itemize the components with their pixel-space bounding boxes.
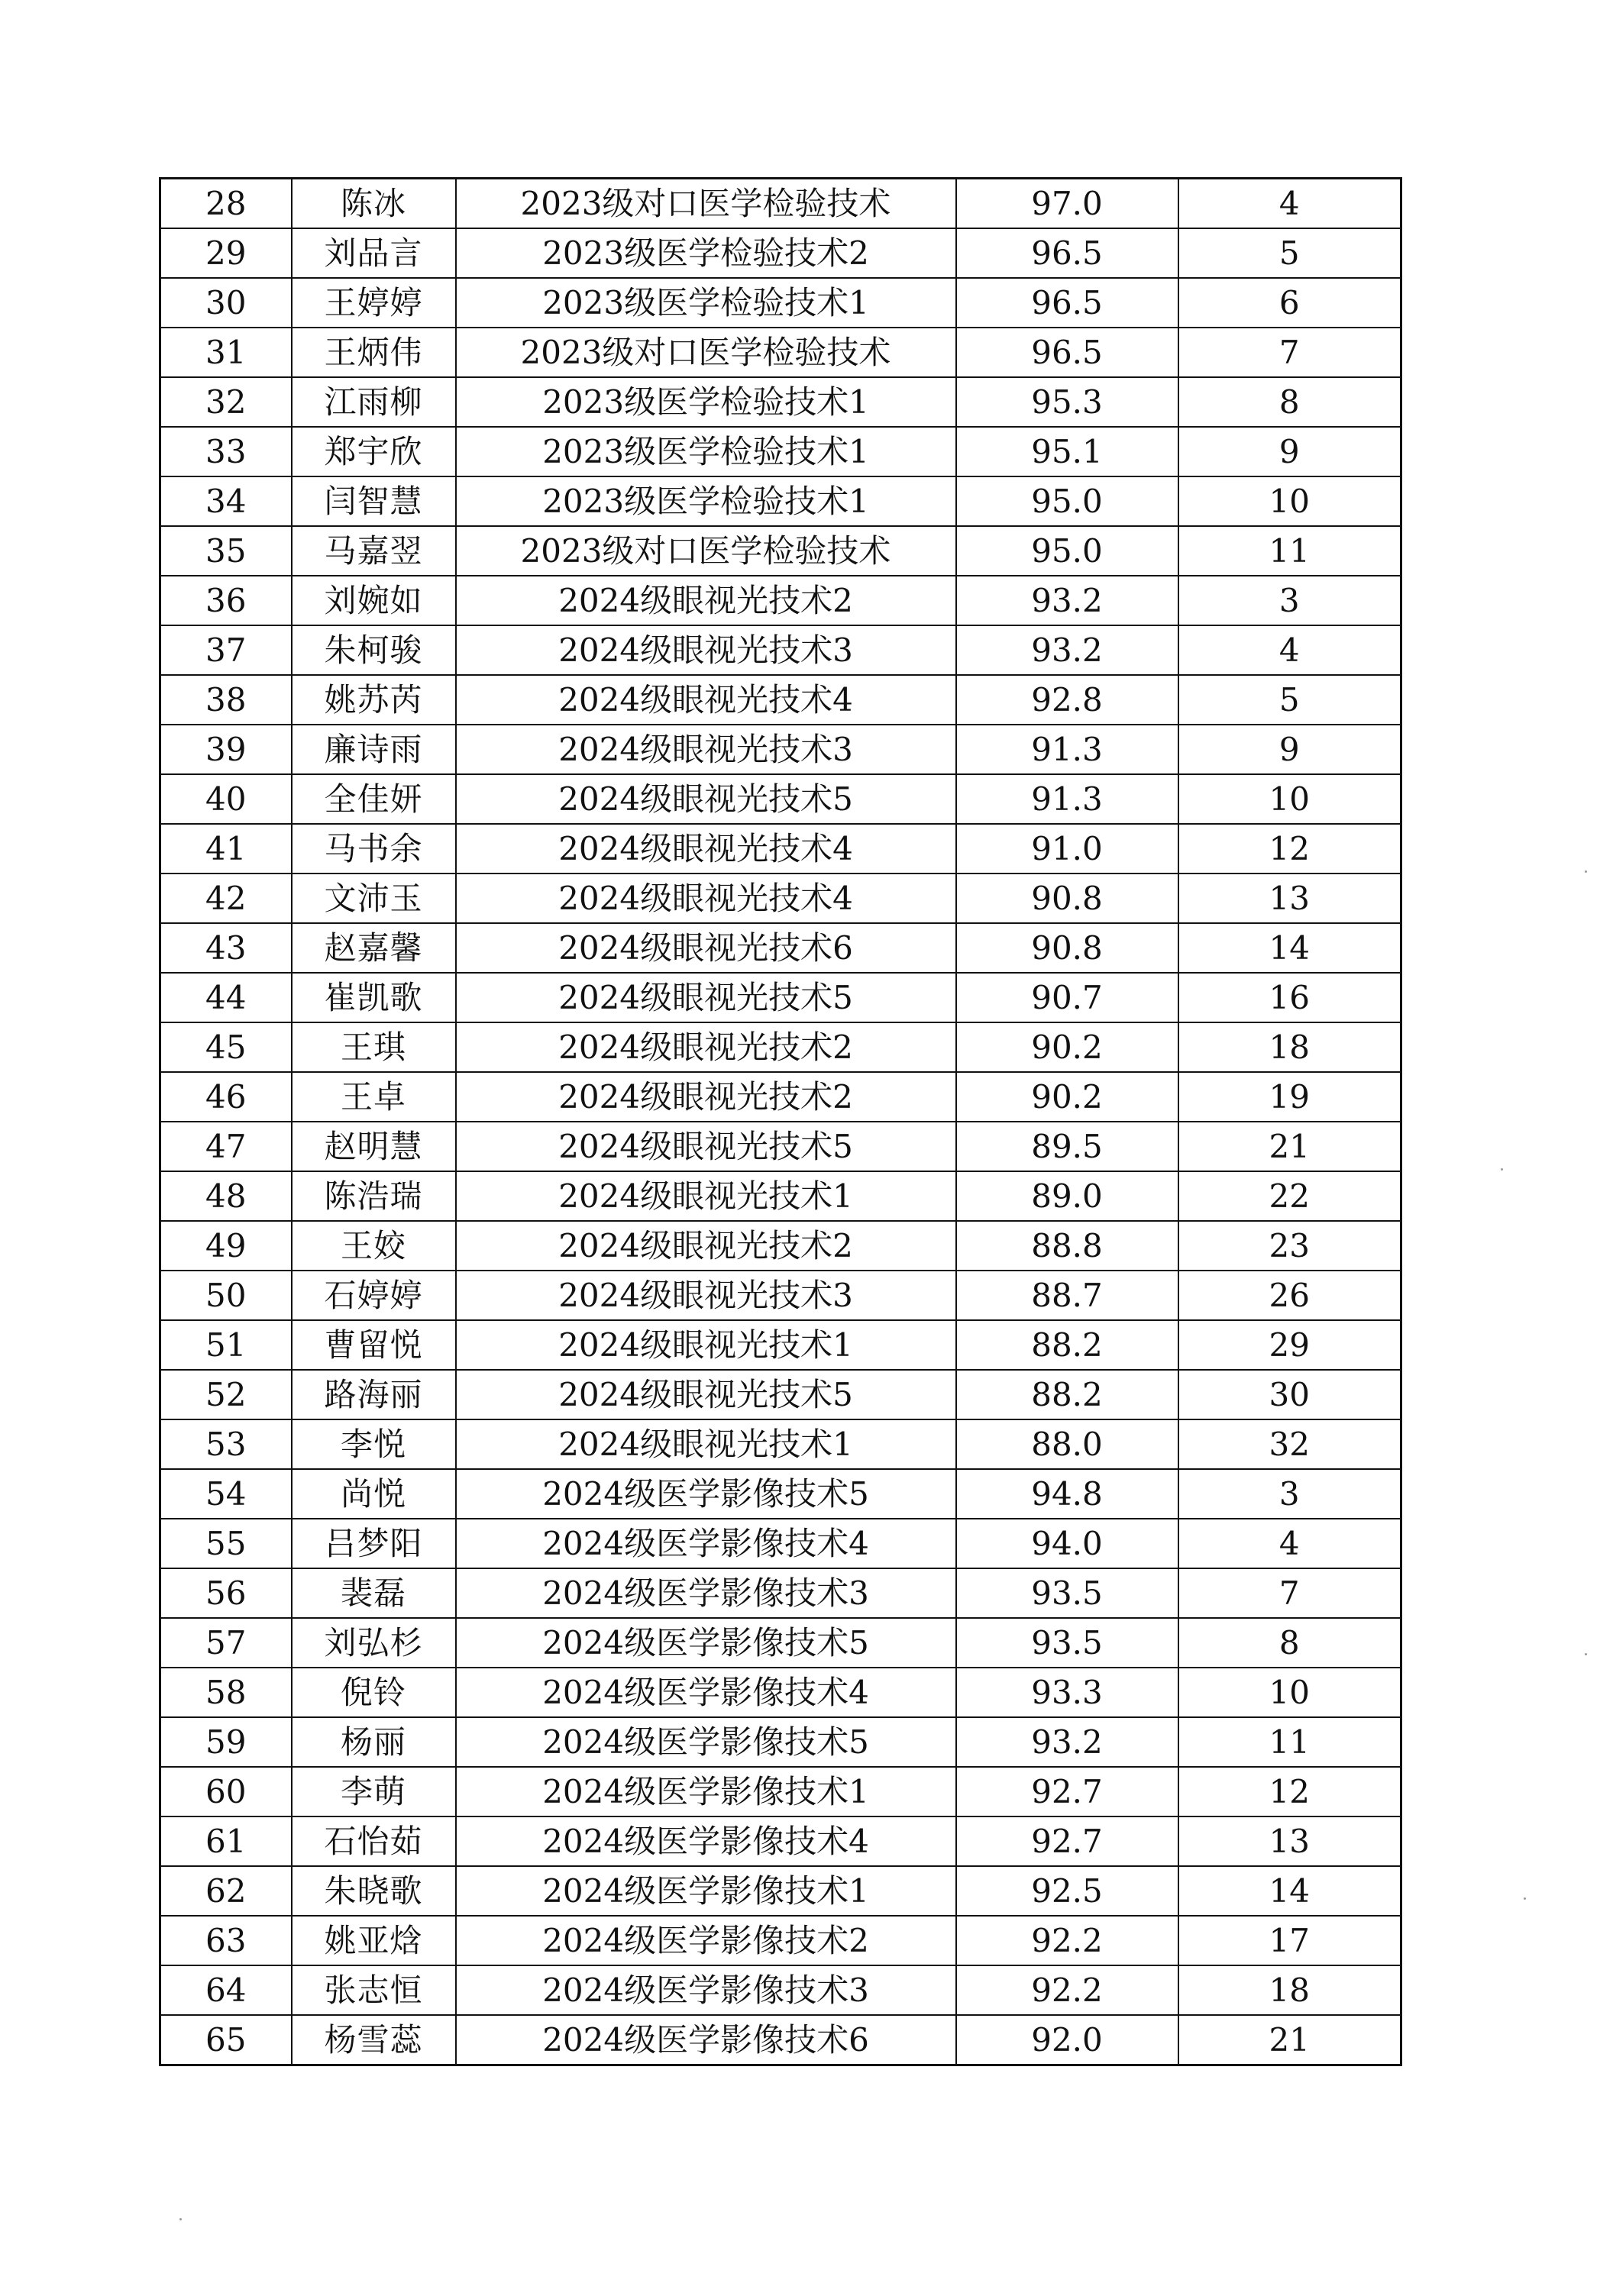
cell-score: 90.2 xyxy=(956,1022,1178,1072)
cell-class-rank: 21 xyxy=(1178,2015,1401,2065)
table-row xyxy=(160,1965,1401,2015)
cell-student-name: 杨雪蕊 xyxy=(292,2015,456,2065)
scan-speck xyxy=(1585,1653,1587,1655)
cell-student-name: 曹留悦 xyxy=(292,1320,456,1370)
table-row xyxy=(160,526,1401,576)
cell-class-rank: 19 xyxy=(1178,1072,1401,1122)
cell-student-name: 刘婉如 xyxy=(292,576,456,625)
cell-serial-number: 43 xyxy=(160,923,292,973)
cell-serial-number: 48 xyxy=(160,1171,292,1221)
cell-serial-number: 36 xyxy=(160,576,292,625)
cell-serial-number: 39 xyxy=(160,725,292,774)
cell-class-rank: 10 xyxy=(1178,1668,1401,1717)
cell-student-name: 朱晓歌 xyxy=(292,1866,456,1916)
table-row xyxy=(160,476,1401,526)
cell-class-rank: 17 xyxy=(1178,1916,1401,1965)
scan-speck xyxy=(1524,1897,1526,1900)
cell-serial-number: 46 xyxy=(160,1072,292,1122)
table-row xyxy=(160,576,1401,625)
cell-class-name: 2024级医学影像技术5 xyxy=(456,1717,956,1767)
cell-serial-number: 35 xyxy=(160,526,292,576)
cell-serial-number: 28 xyxy=(160,179,292,229)
cell-class-rank: 13 xyxy=(1178,1816,1401,1866)
cell-student-name: 李萌 xyxy=(292,1767,456,1816)
table-row xyxy=(160,1866,1401,1916)
cell-score: 92.5 xyxy=(956,1866,1178,1916)
cell-score: 96.5 xyxy=(956,228,1178,278)
cell-student-name: 全佳妍 xyxy=(292,774,456,824)
table-row xyxy=(160,1022,1401,1072)
table-row xyxy=(160,774,1401,824)
table-row xyxy=(160,1419,1401,1469)
cell-class-name: 2024级医学影像技术5 xyxy=(456,1469,956,1519)
cell-student-name: 张志恒 xyxy=(292,1965,456,2015)
cell-class-rank: 12 xyxy=(1178,824,1401,874)
table-row xyxy=(160,1221,1401,1271)
cell-class-rank: 16 xyxy=(1178,973,1401,1022)
cell-student-name: 崔凯歌 xyxy=(292,973,456,1022)
cell-score: 88.0 xyxy=(956,1419,1178,1469)
cell-serial-number: 54 xyxy=(160,1469,292,1519)
cell-class-name: 2024级眼视光技术1 xyxy=(456,1419,956,1469)
cell-student-name: 杨丽 xyxy=(292,1717,456,1767)
table-row xyxy=(160,973,1401,1022)
table-row xyxy=(160,1469,1401,1519)
cell-class-name: 2023级医学检验技术1 xyxy=(456,427,956,476)
cell-serial-number: 32 xyxy=(160,377,292,427)
table-row xyxy=(160,1519,1401,1568)
cell-class-rank: 8 xyxy=(1178,1618,1401,1668)
cell-score: 88.2 xyxy=(956,1370,1178,1419)
cell-class-name: 2024级医学影像技术4 xyxy=(456,1816,956,1866)
cell-serial-number: 60 xyxy=(160,1767,292,1816)
cell-score: 93.3 xyxy=(956,1668,1178,1717)
cell-class-name: 2023级医学检验技术2 xyxy=(456,228,956,278)
cell-class-rank: 18 xyxy=(1178,1965,1401,2015)
cell-student-name: 裴磊 xyxy=(292,1568,456,1618)
cell-serial-number: 30 xyxy=(160,278,292,328)
cell-class-name: 2023级对口医学检验技术 xyxy=(456,328,956,377)
cell-student-name: 文沛玉 xyxy=(292,874,456,923)
cell-class-name: 2024级眼视光技术3 xyxy=(456,725,956,774)
cell-score: 89.0 xyxy=(956,1171,1178,1221)
cell-class-rank: 7 xyxy=(1178,328,1401,377)
cell-serial-number: 56 xyxy=(160,1568,292,1618)
cell-score: 95.0 xyxy=(956,526,1178,576)
table-row xyxy=(160,1122,1401,1171)
cell-serial-number: 42 xyxy=(160,874,292,923)
cell-score: 89.5 xyxy=(956,1122,1178,1171)
cell-class-name: 2024级医学影像技术1 xyxy=(456,1866,956,1916)
cell-class-name: 2023级医学检验技术1 xyxy=(456,278,956,328)
table-body xyxy=(160,179,1401,2065)
cell-score: 91.3 xyxy=(956,725,1178,774)
cell-student-name: 马书余 xyxy=(292,824,456,874)
cell-serial-number: 45 xyxy=(160,1022,292,1072)
cell-serial-number: 55 xyxy=(160,1519,292,1568)
table-row xyxy=(160,328,1401,377)
cell-student-name: 李悦 xyxy=(292,1419,456,1469)
cell-serial-number: 49 xyxy=(160,1221,292,1271)
cell-class-name: 2024级眼视光技术4 xyxy=(456,824,956,874)
cell-student-name: 江雨柳 xyxy=(292,377,456,427)
cell-score: 96.5 xyxy=(956,278,1178,328)
cell-class-rank: 14 xyxy=(1178,1866,1401,1916)
cell-student-name: 郑宇欣 xyxy=(292,427,456,476)
cell-serial-number: 51 xyxy=(160,1320,292,1370)
table-row xyxy=(160,1171,1401,1221)
cell-serial-number: 64 xyxy=(160,1965,292,2015)
cell-class-rank: 21 xyxy=(1178,1122,1401,1171)
cell-serial-number: 53 xyxy=(160,1419,292,1469)
cell-class-rank: 5 xyxy=(1178,228,1401,278)
cell-student-name: 刘品言 xyxy=(292,228,456,278)
cell-score: 95.1 xyxy=(956,427,1178,476)
cell-score: 90.8 xyxy=(956,923,1178,973)
cell-class-rank: 11 xyxy=(1178,526,1401,576)
cell-class-name: 2024级医学影像技术5 xyxy=(456,1618,956,1668)
cell-serial-number: 31 xyxy=(160,328,292,377)
cell-class-name: 2023级医学检验技术1 xyxy=(456,476,956,526)
cell-serial-number: 41 xyxy=(160,824,292,874)
cell-score: 92.2 xyxy=(956,1916,1178,1965)
cell-class-name: 2023级医学检验技术1 xyxy=(456,377,956,427)
cell-class-name: 2024级眼视光技术5 xyxy=(456,1122,956,1171)
scan-speck xyxy=(179,2218,182,2220)
cell-student-name: 尚悦 xyxy=(292,1469,456,1519)
table-row xyxy=(160,2015,1401,2065)
cell-score: 88.2 xyxy=(956,1320,1178,1370)
cell-student-name: 倪铃 xyxy=(292,1668,456,1717)
cell-score: 93.2 xyxy=(956,625,1178,675)
scan-speck xyxy=(1501,1168,1503,1171)
cell-class-rank: 18 xyxy=(1178,1022,1401,1072)
cell-class-rank: 10 xyxy=(1178,774,1401,824)
cell-score: 92.7 xyxy=(956,1767,1178,1816)
cell-class-name: 2023级对口医学检验技术 xyxy=(456,179,956,229)
cell-score: 90.7 xyxy=(956,973,1178,1022)
cell-score: 88.8 xyxy=(956,1221,1178,1271)
cell-serial-number: 34 xyxy=(160,476,292,526)
table-row xyxy=(160,278,1401,328)
cell-class-name: 2023级对口医学检验技术 xyxy=(456,526,956,576)
cell-student-name: 姚亚焓 xyxy=(292,1916,456,1965)
cell-score: 92.2 xyxy=(956,1965,1178,2015)
cell-class-rank: 4 xyxy=(1178,179,1401,229)
table-row xyxy=(160,1816,1401,1866)
cell-class-rank: 29 xyxy=(1178,1320,1401,1370)
cell-score: 92.7 xyxy=(956,1816,1178,1866)
table-row xyxy=(160,1916,1401,1965)
cell-class-rank: 26 xyxy=(1178,1271,1401,1320)
cell-student-name: 廉诗雨 xyxy=(292,725,456,774)
cell-class-name: 2024级医学影像技术3 xyxy=(456,1965,956,2015)
cell-class-name: 2024级眼视光技术4 xyxy=(456,874,956,923)
cell-serial-number: 44 xyxy=(160,973,292,1022)
cell-class-rank: 14 xyxy=(1178,923,1401,973)
cell-serial-number: 59 xyxy=(160,1717,292,1767)
cell-score: 93.5 xyxy=(956,1618,1178,1668)
cell-score: 90.8 xyxy=(956,874,1178,923)
table-row xyxy=(160,179,1401,229)
cell-class-name: 2024级眼视光技术5 xyxy=(456,774,956,824)
cell-student-name: 陈浩瑞 xyxy=(292,1171,456,1221)
cell-student-name: 赵明慧 xyxy=(292,1122,456,1171)
cell-serial-number: 65 xyxy=(160,2015,292,2065)
table-row xyxy=(160,874,1401,923)
table-row xyxy=(160,377,1401,427)
cell-score: 93.2 xyxy=(956,576,1178,625)
cell-score: 90.2 xyxy=(956,1072,1178,1122)
table-row xyxy=(160,1072,1401,1122)
cell-score: 94.0 xyxy=(956,1519,1178,1568)
student-score-table xyxy=(159,177,1402,2066)
cell-serial-number: 61 xyxy=(160,1816,292,1866)
cell-score: 93.2 xyxy=(956,1717,1178,1767)
cell-student-name: 马嘉翌 xyxy=(292,526,456,576)
table-row xyxy=(160,1568,1401,1618)
table-row xyxy=(160,1767,1401,1816)
table-row xyxy=(160,625,1401,675)
cell-score: 93.5 xyxy=(956,1568,1178,1618)
cell-class-name: 2024级眼视光技术5 xyxy=(456,1370,956,1419)
cell-class-rank: 13 xyxy=(1178,874,1401,923)
table-row xyxy=(160,1271,1401,1320)
cell-serial-number: 37 xyxy=(160,625,292,675)
cell-class-rank: 11 xyxy=(1178,1717,1401,1767)
table-row xyxy=(160,427,1401,476)
table-row xyxy=(160,1618,1401,1668)
cell-class-rank: 23 xyxy=(1178,1221,1401,1271)
cell-student-name: 路海丽 xyxy=(292,1370,456,1419)
table-row xyxy=(160,824,1401,874)
cell-score: 97.0 xyxy=(956,179,1178,229)
cell-class-name: 2024级眼视光技术2 xyxy=(456,1221,956,1271)
cell-student-name: 石婷婷 xyxy=(292,1271,456,1320)
cell-class-rank: 6 xyxy=(1178,278,1401,328)
cell-class-rank: 4 xyxy=(1178,625,1401,675)
cell-serial-number: 52 xyxy=(160,1370,292,1419)
cell-serial-number: 58 xyxy=(160,1668,292,1717)
cell-class-rank: 5 xyxy=(1178,675,1401,725)
cell-class-rank: 4 xyxy=(1178,1519,1401,1568)
cell-student-name: 姚苏芮 xyxy=(292,675,456,725)
cell-score: 92.8 xyxy=(956,675,1178,725)
cell-class-name: 2024级医学影像技术4 xyxy=(456,1519,956,1568)
cell-serial-number: 57 xyxy=(160,1618,292,1668)
cell-class-rank: 32 xyxy=(1178,1419,1401,1469)
cell-class-name: 2024级眼视光技术3 xyxy=(456,625,956,675)
cell-class-name: 2024级眼视光技术1 xyxy=(456,1320,956,1370)
cell-class-name: 2024级医学影像技术3 xyxy=(456,1568,956,1618)
cell-class-rank: 10 xyxy=(1178,476,1401,526)
table-row xyxy=(160,923,1401,973)
table-row xyxy=(160,1370,1401,1419)
cell-class-rank: 12 xyxy=(1178,1767,1401,1816)
cell-class-rank: 9 xyxy=(1178,427,1401,476)
table-row xyxy=(160,725,1401,774)
cell-score: 95.0 xyxy=(956,476,1178,526)
cell-serial-number: 62 xyxy=(160,1866,292,1916)
table-row xyxy=(160,1668,1401,1717)
cell-class-name: 2024级医学影像技术1 xyxy=(456,1767,956,1816)
table-row xyxy=(160,228,1401,278)
cell-student-name: 刘弘杉 xyxy=(292,1618,456,1668)
cell-serial-number: 40 xyxy=(160,774,292,824)
cell-score: 94.8 xyxy=(956,1469,1178,1519)
cell-student-name: 王炳伟 xyxy=(292,328,456,377)
cell-class-name: 2024级医学影像技术2 xyxy=(456,1916,956,1965)
cell-student-name: 赵嘉馨 xyxy=(292,923,456,973)
cell-serial-number: 50 xyxy=(160,1271,292,1320)
cell-class-name: 2024级眼视光技术2 xyxy=(456,1022,956,1072)
cell-class-rank: 3 xyxy=(1178,576,1401,625)
cell-score: 91.3 xyxy=(956,774,1178,824)
cell-student-name: 王琪 xyxy=(292,1022,456,1072)
cell-score: 91.0 xyxy=(956,824,1178,874)
cell-class-name: 2024级眼视光技术2 xyxy=(456,576,956,625)
cell-class-name: 2024级眼视光技术4 xyxy=(456,675,956,725)
table-row xyxy=(160,1320,1401,1370)
cell-class-name: 2024级医学影像技术6 xyxy=(456,2015,956,2065)
cell-class-name: 2024级眼视光技术1 xyxy=(456,1171,956,1221)
cell-class-name: 2024级医学影像技术4 xyxy=(456,1668,956,1717)
cell-student-name: 朱柯骏 xyxy=(292,625,456,675)
cell-serial-number: 63 xyxy=(160,1916,292,1965)
table-row xyxy=(160,675,1401,725)
cell-serial-number: 38 xyxy=(160,675,292,725)
table-row xyxy=(160,1717,1401,1767)
cell-student-name: 王卓 xyxy=(292,1072,456,1122)
cell-class-rank: 3 xyxy=(1178,1469,1401,1519)
cell-student-name: 石怡茹 xyxy=(292,1816,456,1866)
scan-speck xyxy=(1585,870,1587,873)
cell-class-rank: 22 xyxy=(1178,1171,1401,1221)
cell-class-name: 2024级眼视光技术5 xyxy=(456,973,956,1022)
cell-serial-number: 47 xyxy=(160,1122,292,1171)
cell-class-rank: 8 xyxy=(1178,377,1401,427)
cell-student-name: 闫智慧 xyxy=(292,476,456,526)
cell-class-rank: 30 xyxy=(1178,1370,1401,1419)
cell-class-name: 2024级眼视光技术3 xyxy=(456,1271,956,1320)
cell-score: 96.5 xyxy=(956,328,1178,377)
cell-serial-number: 29 xyxy=(160,228,292,278)
cell-student-name: 吕梦阳 xyxy=(292,1519,456,1568)
cell-student-name: 王姣 xyxy=(292,1221,456,1271)
cell-student-name: 陈冰 xyxy=(292,179,456,229)
cell-serial-number: 33 xyxy=(160,427,292,476)
cell-student-name: 王婷婷 xyxy=(292,278,456,328)
cell-class-rank: 9 xyxy=(1178,725,1401,774)
cell-class-rank: 7 xyxy=(1178,1568,1401,1618)
cell-class-name: 2024级眼视光技术2 xyxy=(456,1072,956,1122)
cell-score: 88.7 xyxy=(956,1271,1178,1320)
cell-score: 95.3 xyxy=(956,377,1178,427)
cell-class-name: 2024级眼视光技术6 xyxy=(456,923,956,973)
cell-score: 92.0 xyxy=(956,2015,1178,2065)
